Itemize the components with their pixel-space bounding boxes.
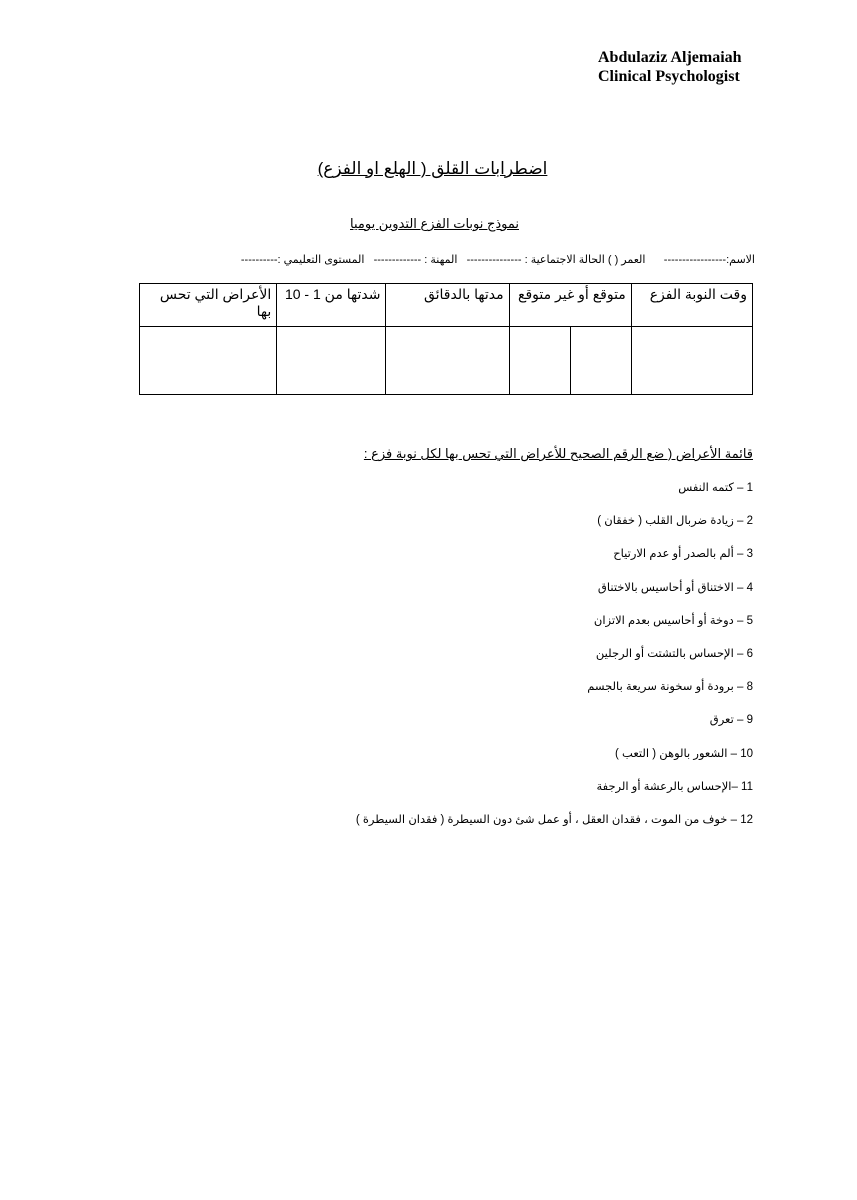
page-title — [0, 159, 857, 179]
header-symptoms: الأعراض التي تحس بها — [140, 284, 277, 327]
unexpected-cell[interactable] — [509, 327, 570, 395]
author-header — [598, 48, 742, 86]
author-name: Abdulaziz Aljemaiah — [598, 49, 742, 66]
header-expected: متوقع أو غير متوقع — [509, 284, 631, 327]
education-field: المستوى التعليمي :---------- — [240, 254, 365, 266]
list-item: 12 – خوف من الموت ، فقدان العقل ، أو عمل شئ دون السيطرة ( فقدان السيطرة ) — [355, 813, 753, 826]
list-item: 1 – كتمه النفس — [678, 482, 753, 494]
personal-info-line — [241, 253, 755, 266]
list-item: 9 – تعرق — [709, 714, 753, 727]
table-header-row — [140, 284, 753, 327]
age-marital-field: العمر ( ) الحالة الاجتماعية : --------------- — [466, 254, 646, 266]
header-severity: شدتها من 1 - 10 — [277, 284, 386, 327]
list-item: 11 –الإحساس بالرعشة أو الرجفة — [596, 780, 753, 793]
page-title-text: اضطرابات القلق ( الهلع او الفزع) — [317, 159, 548, 178]
severity-cell[interactable] — [277, 327, 386, 395]
symptoms-cell[interactable] — [140, 327, 277, 395]
name-field: الاسم:----------------- — [663, 254, 755, 266]
time-cell[interactable] — [631, 327, 752, 395]
table-row — [140, 327, 753, 395]
expected-cell[interactable] — [570, 327, 631, 395]
author-role: Clinical Psychologist — [598, 68, 740, 85]
header-time: وقت النوبة الفزع — [631, 284, 752, 327]
list-item: 3 – ألم بالصدر أو عدم الارتياح — [613, 548, 753, 561]
list-item: 8 – برودة أو سخونة سريعة بالجسم — [587, 681, 753, 694]
list-item: 10 – الشعور بالوهن ( التعب ) — [615, 747, 753, 760]
header-duration: مدتها بالدقائق — [386, 284, 509, 327]
occupation-field: المهنة : ------------- — [373, 254, 458, 266]
form-subtitle — [0, 216, 857, 232]
list-item: 2 – زيادة ضربال القلب ( خفقان ) — [597, 515, 753, 528]
form-subtitle-text: نموذج نوبات الفزع التدوين يوميا — [350, 216, 519, 231]
list-item: 6 – الإحساس بالتشتت أو الرجلين — [595, 647, 753, 660]
panic-log-table — [139, 283, 753, 395]
list-item: 4 – الاختناق أو أحاسيس بالاختناق — [597, 581, 753, 594]
list-item: 5 – دوخة أو أحاسيس بعدم الاتزان — [593, 614, 753, 627]
duration-cell[interactable] — [386, 327, 509, 395]
symptoms-list — [356, 480, 753, 845]
symptoms-list-title: قائمة الأعراض ( ضع الرقم الصحيح للأعراض التي تحس بها لكل نوبة فزع : — [363, 446, 753, 461]
